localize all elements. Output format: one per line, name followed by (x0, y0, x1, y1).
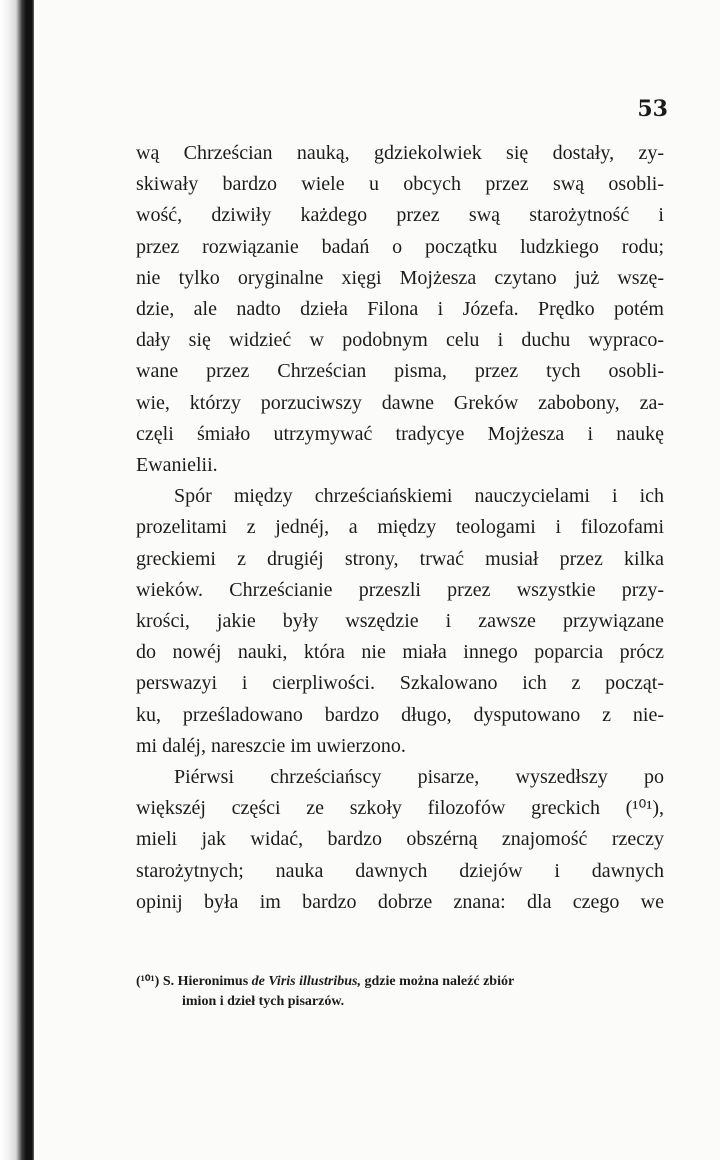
text-line: mi daléj, nareszcie im uwierzono. (136, 734, 406, 757)
text-line: mieli jak widać, bardzo obszérną znajomość rzeczy (136, 828, 664, 851)
body-text (136, 138, 664, 918)
footnote-text: gdzie można naleźć zbiór (364, 974, 515, 989)
text-line: nie tylko oryginalne xięgi Mojżesza czytano już wszę- (136, 266, 664, 289)
text-line: opinij była im bardzo dobrze znana: dla czego we (136, 890, 664, 913)
text-line: wie, którzy porzuciwszy dawne Greków zabobony, za- (136, 391, 664, 414)
text-line: przez rozwiązanie badań o początku ludzkiego rodu; (136, 235, 664, 258)
text-line: Ewanielii. (136, 454, 218, 477)
footnote-title: de Viris illustribus, (251, 974, 361, 989)
text-line: wą Chrześcian nauką, gdziekolwiek się dostały, zy- (136, 142, 664, 164)
text-line: wieków. Chrześcianie przeszli przez wszystkie przy- (136, 578, 664, 601)
text-line: ku, prześladowano bardzo długo, dysputowano z nie- (136, 703, 664, 726)
text-line: skiwały bardzo wiele u obcych przez swą osobli- (136, 173, 664, 196)
text-line: perswazyi i cierpliwości. Szkalowano ich z począt- (136, 672, 664, 695)
binding-edge (0, 0, 34, 1160)
page-number: 53 (637, 96, 668, 122)
footnote-line (136, 972, 664, 992)
text-line: prozelitami z jednéj, a między teologami i filozofami (136, 516, 664, 539)
text-line: starożytnych; nauka dawnych dziejów i dawnych (136, 859, 664, 882)
text-line: dały się widzieć w podobnym celu i duchu wypraco- (136, 329, 664, 352)
footnote-author: S. Hieronimus (162, 974, 249, 989)
text-line: wość, dziwiły każdego przez swą starożytność i (136, 204, 664, 227)
footnote-marker: (¹⁰¹) (136, 974, 160, 989)
footnote (136, 972, 664, 1012)
text-line: Piérwsi chrześciańscy pisarze, wyszedłszy po (174, 766, 664, 789)
text-line: większéj części ze szkoły filozofów greckich (¹⁰¹), (136, 797, 664, 820)
text-line: częli śmiało utrzymywać tradycye Mojżesza i naukę (136, 422, 664, 445)
text-line: do nowéj nauki, która nie miała innego poparcia prócz (136, 641, 664, 664)
text-line: wane przez Chrześcian pisma, przez tych osobli- (136, 360, 664, 383)
footnote-line: imion i dzieł tych pisarzów. (182, 994, 345, 1009)
text-line: greckiemi z drugiéj strony, trwać musiał przez kilka (136, 547, 664, 570)
text-line: krości, jakie były wszędzie i zawsze przywiązane (136, 610, 664, 633)
text-line: dzie, ale nadto dzieła Filona i Józefa. Prędko potém (136, 298, 664, 321)
text-line: Spór między chrześciańskiemi nauczycielami i ich (174, 485, 664, 508)
